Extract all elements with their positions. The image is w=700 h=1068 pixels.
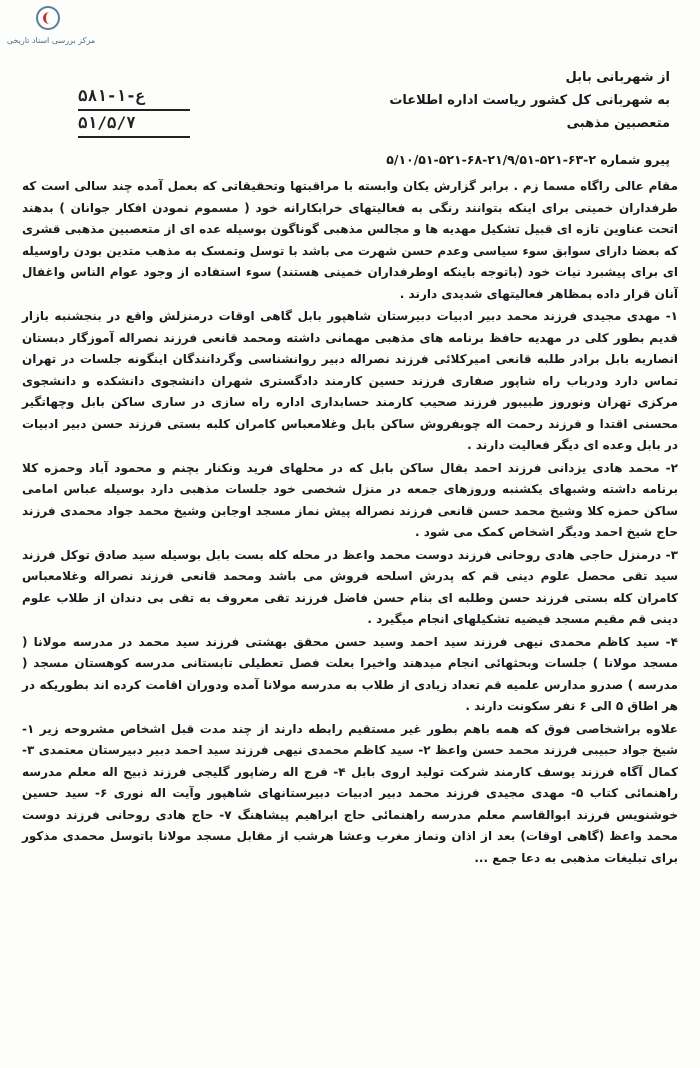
archive-logo bbox=[6, 6, 96, 50]
paragraph-item-1: ۱- مهدی مجیدی فرزند محمد دبیر ادبیات دبیرستان شاهپور بابل گاهی اوقات درمنزلش واقع در بنجشنبه بازار قدیم بطور کلی در مهدیه حافظ برنامه های مذهبی مهمانی داشته ومحمد قانعی فرزند نصراله آموزگار دبستان انصاریه بابل برادر طلبه قانعی امیرکلائی فرزند نصراله دبیر روانشناسی وگردانندگان اینگونه جلسات در تهران تماس دارد ودرباب راه شاپور صفاری فرزند حسین کارمند دادگستری شهران دانشجوی دانشکده و دانشجوی مرکزی تهران ونوروز طبیبور فرزند صحیب کارمند حسابداری اداره راه سازی در ساری ساکن بابل وچهاتگیر محسنی اقتدا و فرزند رحمت اله چوبفروش ساکن بابل وغلامعباس کامران کلبه بستی فرزند حسن دبیر ادبیات در بابل وعده ای دیگر فعالیت دارند . bbox=[22, 309, 678, 452]
stamp-date: ۵۱/۵/۷ bbox=[78, 113, 136, 132]
paragraph-list: علاوه براشخاصی فوق که همه باهم بطور غیر مستقیم رابطه دارند از چند مدت قبل اشخاص مشروحه زیر ۱- شیخ جواد حبیبی فرزند محمد حسن واعظ ۲- سید کاظم محمدی نیهی فرزند سید احمد دبیر دبیرستان معتمدی ۳- کمال آگاه فرزند یوسف کارمند شرکت تولید اروی بابل ۴- فرج اله رضاپور گلیجی فرزند ذبیح اله معلم مدرسه راهنمائی کتاب ۵- مهدی مجیدی فرزند محمد دبیر ادبیات دبیرستانهای شاهپور وآیت اله نوری ۶- سید حسین خوشنویس فرزند ابوالقاسم معلم مدرسه راهنمائی حاج ابراهیم پیشاهنگ ۷- حاج هادی روحانی فرزند دوست محمد واعظ (گاهی اوقات) بعد از اذان ونماز مغرب وعشا هرشب از مقابل مسجد مولانا باتوسل محمدی مذکور برای تبلیغات مذهبی به دعا جمع ... bbox=[22, 721, 679, 865]
header-to: به شهربانی کل کشور ریاست اداره اطلاعات bbox=[389, 93, 670, 108]
letter-body bbox=[22, 176, 678, 870]
stamp-number: ۵۸۱-ع-۱ bbox=[78, 86, 146, 105]
header-subject: متعصبین مذهبی bbox=[566, 116, 670, 131]
paragraph-item-2: ۲- محمد هادی یزدانی فرزند احمد بقال ساکن بابل که در محلهای فرید ونکنار بچنم و محمود آباد وحمزه کلا برنامه داشته وشبهای یکشنبه وروزهای جمعه در منزل شخصی خود جلسات مذهبی دارد بوسیله عباس امامی ساکن حمزه کلا وشیخ محمد حسن قانعی فرزند نصراله پیش نماز مسجد اوجابن وشیخ محمد جواد محمدی فرزند حاج شیخ احمد ودیگر اشخاص کمک می شود . bbox=[22, 460, 678, 539]
paragraph-item-4: ۴- سید کاظم محمدی نیهی فرزند سید احمد وسید حسن محقق بهشتی فرزند سید محمد در مدرسه مولانا ( مسجد مولانا ) جلسات وبحثهائی انجام میدهند واخیرا بعلت فصل تعطیلی تابستانی مدرسه کوهستان مسجد ( مدرسه ) صدرو مدارس علمیه قم تعداد زیادی از طلاب به مدرسه مولانا آمده ودوران اقامت کرده اند بطوریکه در هر اطاق ۵ الی ۶ نفر سکونت دارند . bbox=[22, 634, 678, 713]
archive-logo-caption: مرکز بررسی اسناد تاریخی bbox=[6, 36, 96, 45]
paragraph-intro: مقام عالی راگاه مسما زم . برابر گزارش یکان وابسته با مراقبتها وتحقیقاتی که بعمل آمده چند سالی است که طرفداران خمینی برای اینکه بتوانند رنگی به فعالیتهای خرابکارانه خود ( مسموم نمودن افکار جوانان ) بدهند اتحت عناوین تازه ای قبیل تشکیل مهدیه ها و مجالس مذهبی گوناگون بوسیله عده ای از متعصبین مذهبی قشری که بعضا دارای سوابق سوء سیاسی وعدم حسن شهرت می باشد با توسل وتمسک به مذهب متدین بودن راوسیله ای برای پیشبرد نیات خود (باتوجه باینکه اوطرفداران خمینی هستند) سوء استفاده از وجود عوام الناس واغفال آنان قرار داده بمظاهر فعالیتهای شدیدی دارند . bbox=[22, 179, 678, 301]
letter-header bbox=[110, 66, 670, 135]
reference-line: پیرو شماره ۲-۶۳-۵۲۱-۲۱/۹/۵۱-۶۸-۵۲۱-۵/۱۰/۵۱ bbox=[386, 152, 670, 167]
paragraph-item-3: ۳- درمنزل حاجی هادی روحانی فرزند دوست محمد واعظ در محله کله بست بابل بوسیله سید صادق توکل فرزند سید تقی محصل علوم دینی قم که پدرش اسلحه فروش می باشد ومحمد قانعی فرزند نصراله وغلامعباس کامران کله بستی فرزند حسن وطلبه ای بنام حسن فاضل فرزند تقی معروف به تقی بی دندان از طلاب علوم دینی قم مقیم مسجد فیضیه تشکیلهای انجام میگیرد . bbox=[22, 547, 678, 626]
header-from: از شهربانی بابل bbox=[565, 70, 670, 85]
archive-emblem-icon bbox=[36, 6, 60, 30]
stamp-divider-2 bbox=[78, 136, 190, 138]
